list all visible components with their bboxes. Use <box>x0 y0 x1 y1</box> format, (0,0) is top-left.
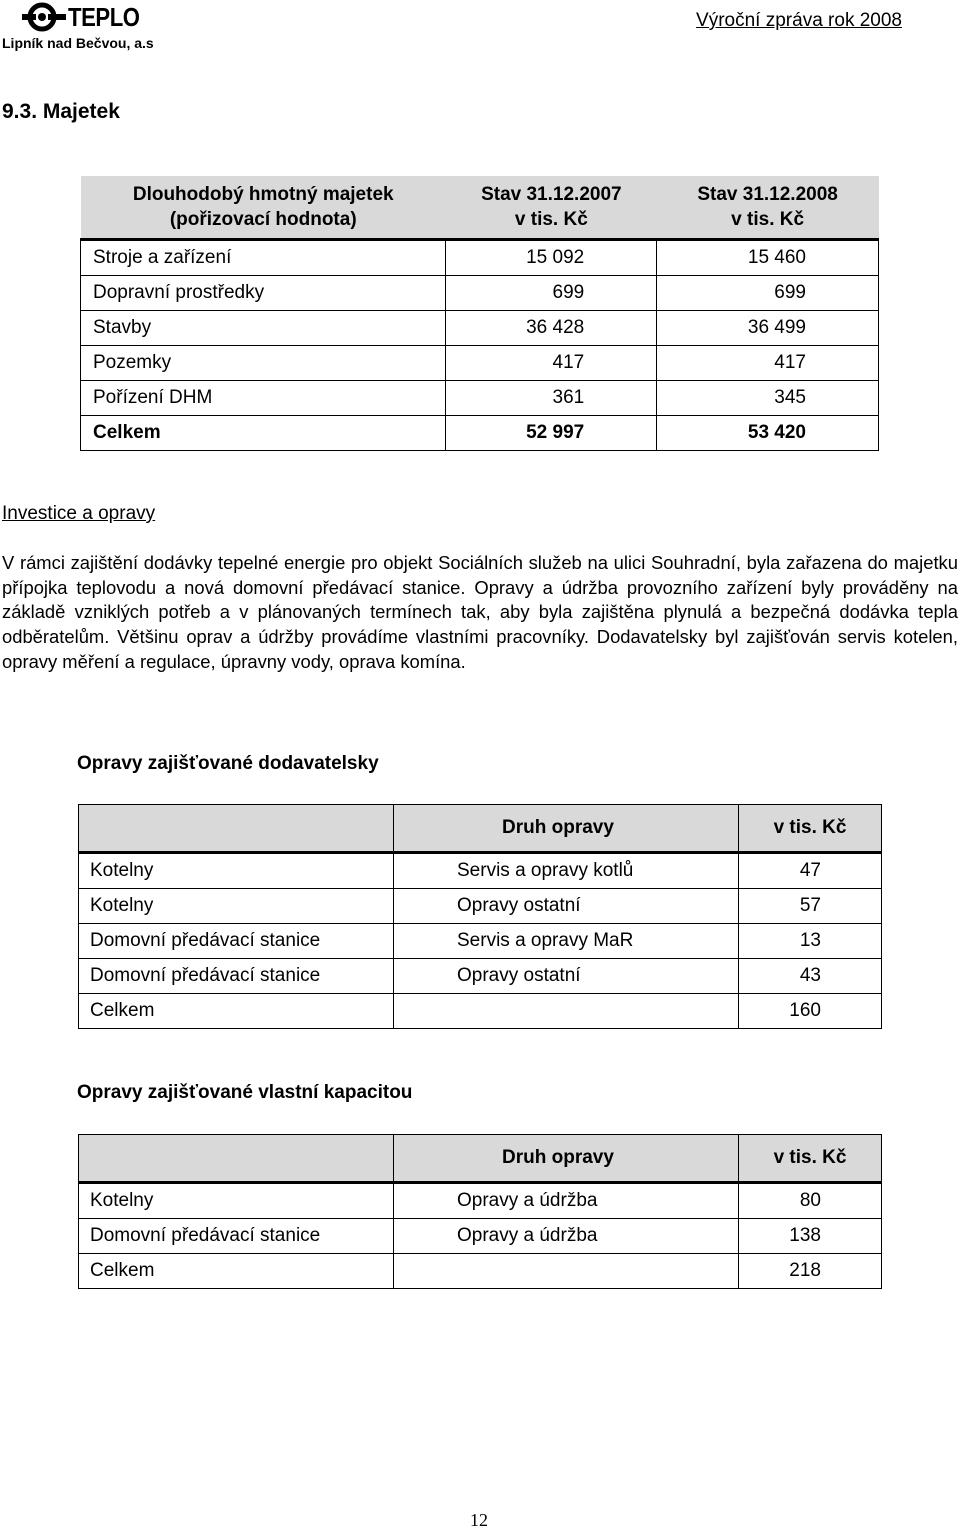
assets-table-header <box>81 176 879 240</box>
own-repairs-table <box>78 1134 882 1289</box>
repair-total-type <box>394 994 739 1029</box>
logo-text: TEPLO <box>68 2 140 32</box>
investments-heading: Investice a opravy <box>2 503 156 524</box>
repair-type: Servis a opravy MaR <box>394 924 739 959</box>
company-name: Lipník nad Bečvou, a.s <box>2 35 154 51</box>
supplier-repairs-table <box>78 804 882 1029</box>
page-number: 12 <box>470 1510 488 1530</box>
asset-value-2007: 361 <box>446 381 657 416</box>
header-amount: v tis. Kč <box>739 1135 882 1183</box>
repair-total-amount: 160 <box>739 994 882 1029</box>
assets-total-row <box>81 416 879 451</box>
asset-value-2007: 699 <box>446 276 657 311</box>
asset-label: Stavby <box>81 311 446 346</box>
repair-amount: 47 <box>739 853 882 889</box>
asset-label: Pozemky <box>81 346 446 381</box>
assets-table <box>80 176 879 451</box>
report-title: Výroční zpráva rok 2008 <box>696 10 902 31</box>
repair-type: Servis a opravy kotlů <box>394 853 739 889</box>
company-logo <box>22 2 162 32</box>
repair-location: Domovní předávací stanice <box>79 959 394 994</box>
supplier-repairs-title: Opravy zajišťované dodavatelsky <box>77 753 379 774</box>
supplier-repairs-total-row <box>79 994 882 1029</box>
repair-amount: 80 <box>739 1183 882 1219</box>
asset-label: Stroje a zařízení <box>81 240 446 276</box>
repair-location: Kotelny <box>79 853 394 889</box>
repair-amount: 57 <box>739 889 882 924</box>
asset-value-2008: 699 <box>657 276 879 311</box>
header-repair-type: Druh opravy <box>394 805 739 853</box>
table-row <box>79 959 882 994</box>
header-repair-type: Druh opravy <box>394 1135 739 1183</box>
supplier-repairs-header <box>79 805 882 853</box>
asset-value-2008: 345 <box>657 381 879 416</box>
table-row <box>79 889 882 924</box>
own-repairs-title: Opravy zajišťované vlastní kapacitou <box>77 1082 413 1103</box>
table-row <box>81 240 879 276</box>
table-row <box>81 381 879 416</box>
header-empty <box>79 805 394 853</box>
repair-location: Kotelny <box>79 889 394 924</box>
assets-header-2008: Stav 31.12.2008 v tis. Kč <box>657 176 879 240</box>
repair-amount: 138 <box>739 1219 882 1254</box>
own-repairs-total-row <box>79 1254 882 1289</box>
asset-value-2008: 15 460 <box>657 240 879 276</box>
table-row <box>79 1183 882 1219</box>
table-row <box>79 924 882 959</box>
asset-label: Dopravní prostředky <box>81 276 446 311</box>
repair-location: Kotelny <box>79 1183 394 1219</box>
repair-type: Opravy a údržba <box>394 1219 739 1254</box>
investments-paragraph: V rámci zajištění dodávky tepelné energie pro objekt Sociálních služeb na ulici Souhradní, byla zařazena do majetku přípojka teplovodu a nová domovní předávací stanice. Opravy a údržba provozního zařízení byly prováděny na základě vzniklých potřeb a v plánovaných termínech tak, aby byla zajištěna plynulá a bezpečná dodávka tepla odběratelům. Většinu oprav a údržby provádíme vlastními pracovníky. Dodavatelsky byl zajišťován servis kotelen, opravy měření a regulace, úpravny vody, oprava komína. <box>2 552 958 672</box>
table-row <box>79 1219 882 1254</box>
repair-location: Domovní předávací stanice <box>79 924 394 959</box>
assets-header-2007: Stav 31.12.2007 v tis. Kč <box>446 176 657 240</box>
asset-value-2008: 36 499 <box>657 311 879 346</box>
asset-total-label: Celkem <box>81 416 446 451</box>
asset-value-2007: 417 <box>446 346 657 381</box>
logo-emblem-icon <box>22 2 66 32</box>
assets-header-category: Dlouhodobý hmotný majetek (pořizovací hodnota) <box>81 176 446 240</box>
section-title: 9.3. Majetek <box>2 100 120 123</box>
table-row <box>81 311 879 346</box>
repair-type: Opravy ostatní <box>394 889 739 924</box>
asset-total-2008: 53 420 <box>657 416 879 451</box>
repair-amount: 43 <box>739 959 882 994</box>
repair-amount: 13 <box>739 924 882 959</box>
asset-label: Pořízení DHM <box>81 381 446 416</box>
repair-total-label: Celkem <box>79 1254 394 1289</box>
repair-total-label: Celkem <box>79 994 394 1029</box>
table-row <box>79 853 882 889</box>
table-row <box>81 276 879 311</box>
own-repairs-header <box>79 1135 882 1183</box>
table-row <box>81 346 879 381</box>
asset-value-2008: 417 <box>657 346 879 381</box>
header-amount: v tis. Kč <box>739 805 882 853</box>
repair-type: Opravy ostatní <box>394 959 739 994</box>
asset-value-2007: 36 428 <box>446 311 657 346</box>
repair-location: Domovní předávací stanice <box>79 1219 394 1254</box>
asset-total-2007: 52 997 <box>446 416 657 451</box>
asset-value-2007: 15 092 <box>446 240 657 276</box>
repair-type: Opravy a údržba <box>394 1183 739 1219</box>
repair-total-type <box>394 1254 739 1289</box>
repair-total-amount: 218 <box>739 1254 882 1289</box>
header-empty <box>79 1135 394 1183</box>
